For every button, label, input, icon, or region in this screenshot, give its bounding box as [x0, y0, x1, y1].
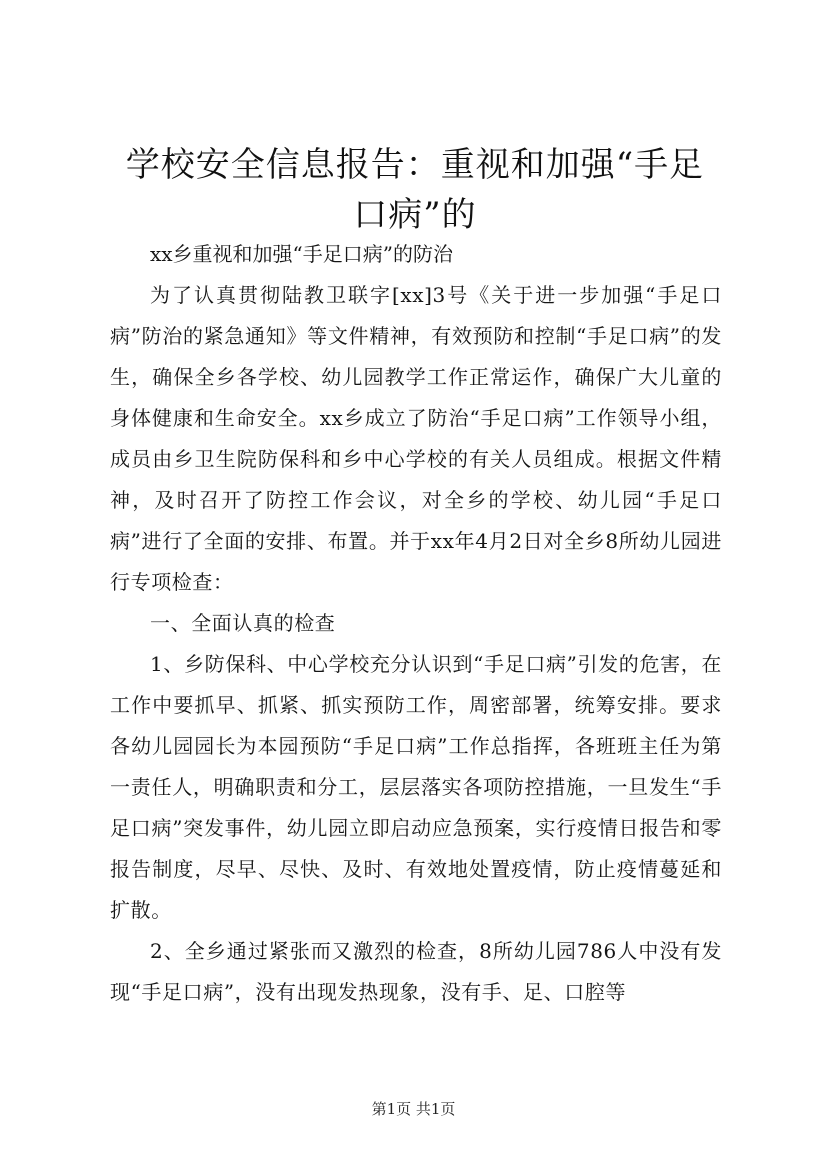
document-body [110, 234, 722, 1013]
paragraph-item-1: 1、乡防保科、中心学校充分认识到“手足口病”引发的危害，在工作中要抓早、抓紧、抓实预防工作，周密部署，统筹安排。要求各幼儿园园长为本园预防“手足口病”工作总指挥，各班班主任为第一责任人，明确职责和分工，层层落实各项防控措施，一旦发生“手足口病”突发事件，幼儿园立即启动应急预案，实行疫情日报告和零报告制度，尽早、尽快、及时、有效地处置疫情，防止疫情蔓延和扩散。 [110, 652, 722, 922]
document-subtitle: xx乡重视和加强“手足口病”的防治 [150, 242, 454, 266]
paragraph-intro: 为了认真贯彻陆教卫联字[xx]3号《关于进一步加强“手足口病”防治的紧急通知》等文件精神，有效预防和控制“手足口病”的发生，确保全乡各学校、幼儿园教学工作正常运作，确保广大儿童的身体健康和生命安全。xx乡成立了防治“手足口病”工作领导小组，成员由乡卫生院防保科和乡中心学校的有关人员组成。根据文件精神，及时召开了防控工作会议，对全乡的学校、幼儿园“手足口病”进行了全面的安排、布置。并于xx年4月2日对全乡8所幼儿园进行专项检查： [110, 283, 722, 594]
paragraph-item-2: 2、全乡通过紧张而又激烈的检查，8所幼儿园786人中没有发现“手足口病”，没有出现发热现象，没有手、足、口腔等 [110, 939, 722, 1004]
document-title: 学校安全信息报告：重视和加强“手足口病”的 [125, 145, 705, 235]
page-number-footer: 第1页 共1页 [371, 1100, 456, 1118]
section-heading-1: 一、全面认真的检查 [150, 611, 336, 635]
